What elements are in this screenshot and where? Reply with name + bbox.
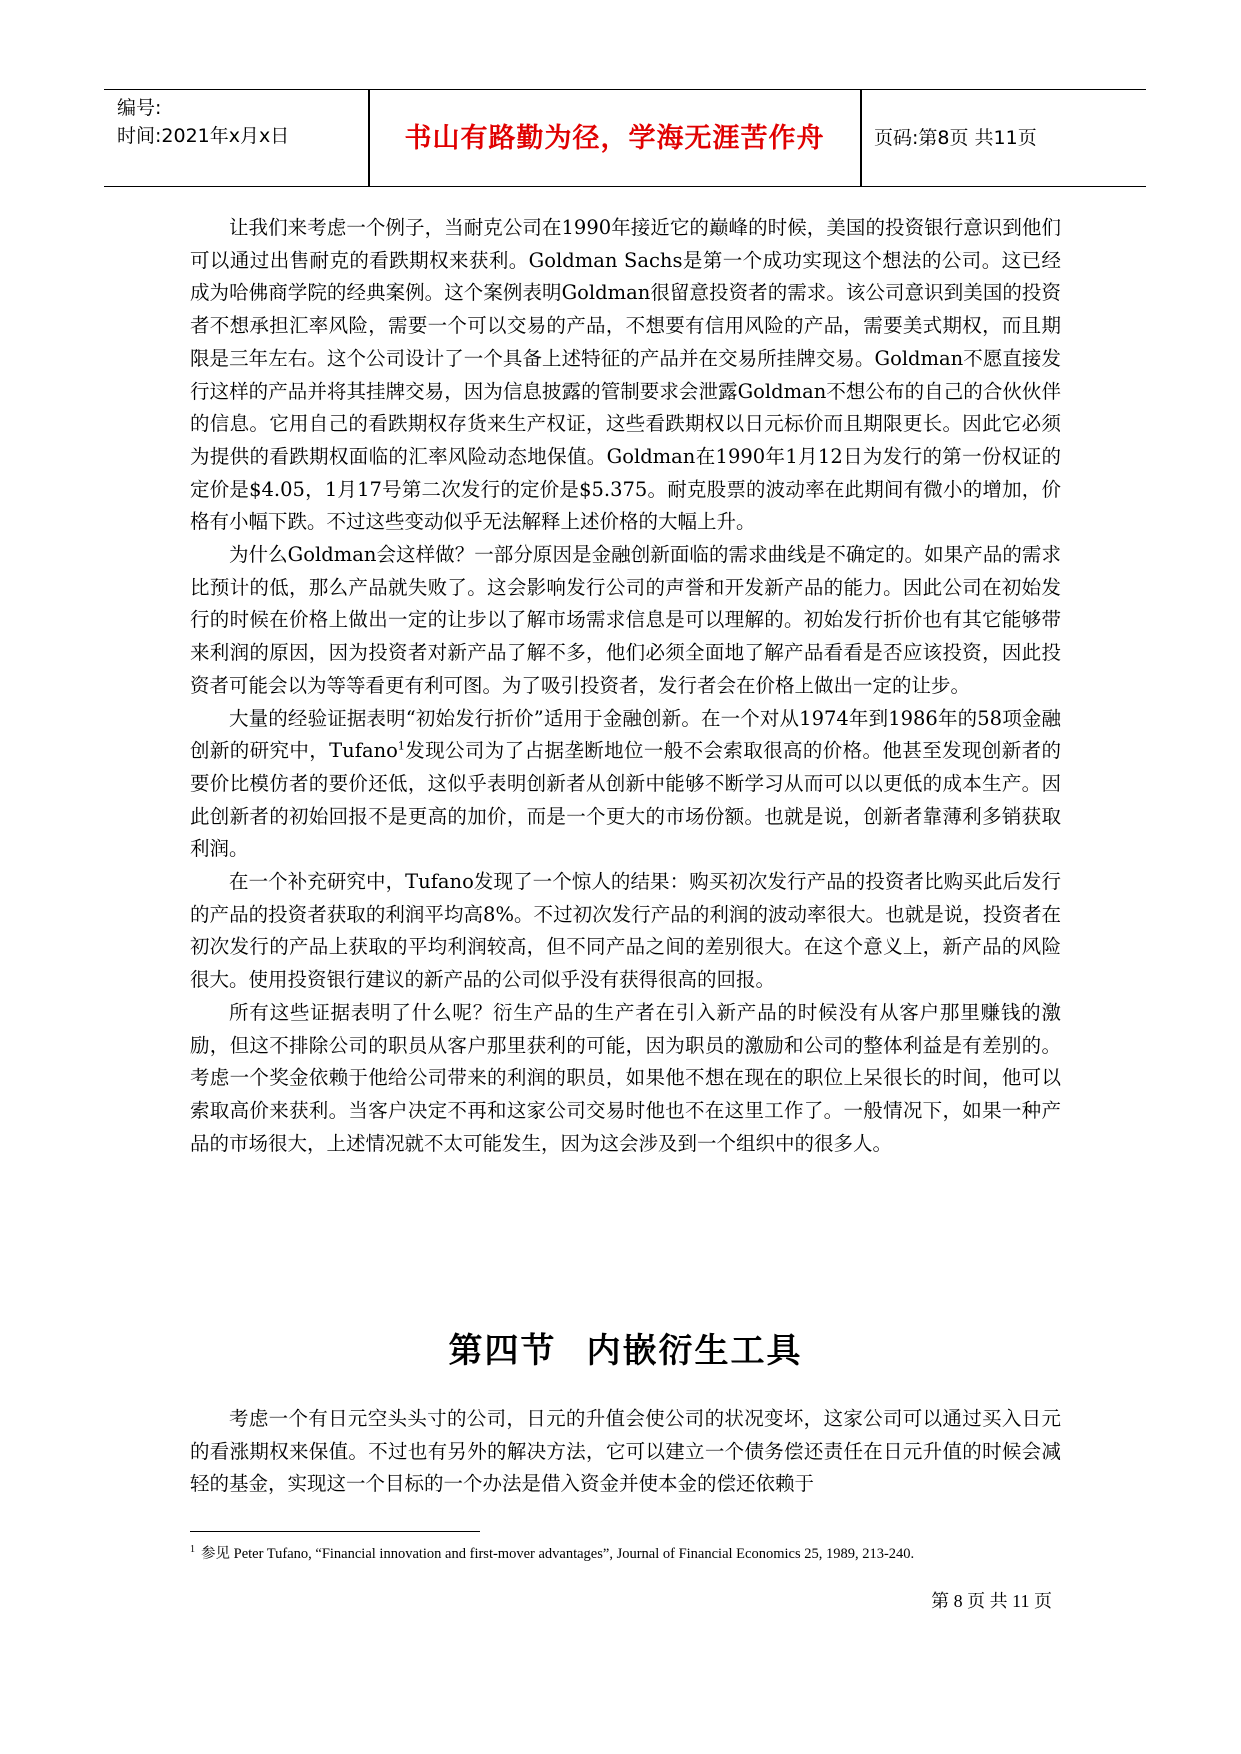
- header-time-label: 时间:2021年x月x日: [117, 125, 290, 147]
- paragraph-text: 发现公司为了占据垄断地位一般不会索取很高的价格。他甚至发现创新者的要价比模仿者的要价还低，这似乎表明创新者从创新中能够不断学习从而可以以更低的成本生产。因此创新者的初始回报不是更高的加价，而是一个更大的市场份额。也就是说，创新者靠薄利多销获取利润。: [190, 739, 1061, 861]
- footnote-separator: [190, 1531, 480, 1532]
- page-footer: 第 8 页 共 11 页: [931, 1591, 1052, 1611]
- section-title: 内嵌衍生工具: [586, 1331, 803, 1371]
- header-meta: [117, 94, 367, 150]
- paragraph-text: 大量的经验证据表明“初始发行折价”适用于金融创新。在一个对从1974年到1986年的58项金融创新的研究中，Tufano: [190, 706, 1061, 763]
- section-heading: [190, 1323, 1061, 1372]
- paragraph: 为什么Goldman会这样做？一部分原因是金融创新面临的需求曲线是不确定的。如果产品的需求比预计的低，那么产品就失败了。这会影响发行公司的声誉和开发新产品的能力。因此公司在初始发行的时候在价格上做出一定的让步以了解市场需求信息是可以理解的。初始发行折价也有其它能够带来利润的原因，因为投资者对新产品了解不多，他们必须全面地了解产品看看是否应该投资，因此投资者可能会以为等等看更有利可图。为了吸引投资者，发行者会在价格上做出一定的让步。: [190, 543, 1061, 697]
- page-header: [104, 89, 1146, 187]
- header-divider: [860, 90, 862, 186]
- paragraph: 在一个补充研究中，Tufano发现了一个惊人的结果：购买初次发行产品的投资者比购买此后发行的产品的投资者获取的利润平均高8%。不过初次发行产品的利润的波动率很大。也就是说，投资者在初次发行的产品上获取的平均利润较高，但不同产品之间的差别很大。在这个意义上，新产品的风险很大。使用投资银行建议的新产品的公司似乎没有获得很高的回报。: [190, 870, 1061, 992]
- header-motto: 书山有路勤为径，学海无涯苦作舟: [404, 123, 825, 154]
- footnote: [190, 1543, 1061, 1566]
- paragraph: 考虑一个有日元空头头寸的公司，日元的升值会使公司的状况变坏，这家公司可以通过买入日元的看涨期权来保值。不过也有另外的解决方法，它可以建立一个债务偿还责任在日元升值的时候会减轻的基金，实现这一个目标的一个办法是借入资金并使本金的偿还依赖于: [190, 1407, 1061, 1496]
- section-body: [190, 1403, 1061, 1501]
- section-number: 第四节: [448, 1331, 557, 1371]
- paragraph: [190, 703, 1061, 867]
- footnote-text: 参见 Peter Tufano, “Financial innovation and first-mover advantages”, Journal of Financial Economics 25, 1989, 213-240.: [201, 1546, 915, 1562]
- paragraph: 所有这些证据表明了什么呢？衍生产品的生产者在引入新产品的时候没有从客户那里赚钱的激励，但这不排除公司的职员从客户那里获利的可能，因为职员的激励和公司的整体利益是有差别的。考虑一个奖金依赖于他给公司带来的利润的职员，如果他不想在现在的职位上呆很长的时间，他可以索取高价来获利。当客户决定不再和这家公司交易时他也不在这里工作了。一般情况下，如果一种产品的市场很大，上述情况就不太可能发生，因为这会涉及到一个组织中的很多人。: [190, 1000, 1061, 1155]
- footnote-reference[interactable]: 1: [397, 739, 405, 753]
- header-page-info: 页码:第8页 共11页: [874, 127, 1037, 149]
- footnote-mark: 1: [190, 1544, 195, 1556]
- body-text: [190, 212, 1061, 1160]
- paragraph: 让我们来考虑一个例子，当耐克公司在1990年接近它的巅峰的时候，美国的投资银行意识到他们可以通过出售耐克的看跌期权来获利。Goldman Sachs是第一个成功实现这个想法的公司。这已经成为哈佛商学院的经典案例。这个案例表明Goldman很留意投资者的需求。该公司意识到美国的投资者不想承担汇率风险，需要一个可以交易的产品，不想要有信用风险的产品，需要美式期权，而且期限是三年左右。这个公司设计了一个具备上述特征的产品并在交易所挂牌交易。Goldman不愿直接发行这样的产品并将其挂牌交易，因为信息披露的管制要求会泄露Goldman不想公布的自己的合伙伙伴的信息。它用自己的看跌期权存货来生产权证，这些看跌期权以日元标价而且期限更长。因此它必须为提供的看跌期权面临的汇率风险动态地保值。Goldman在1990年1月12日为发行的第一份权证的定价是$4.05，1月17号第二次发行的定价是$5.375。耐克股票的波动率在此期间有微小的增加，价格有小幅下跌。不过这些变动似乎无法解释上述价格的大幅上升。: [190, 216, 1061, 534]
- header-number-label: 编号:: [117, 97, 162, 119]
